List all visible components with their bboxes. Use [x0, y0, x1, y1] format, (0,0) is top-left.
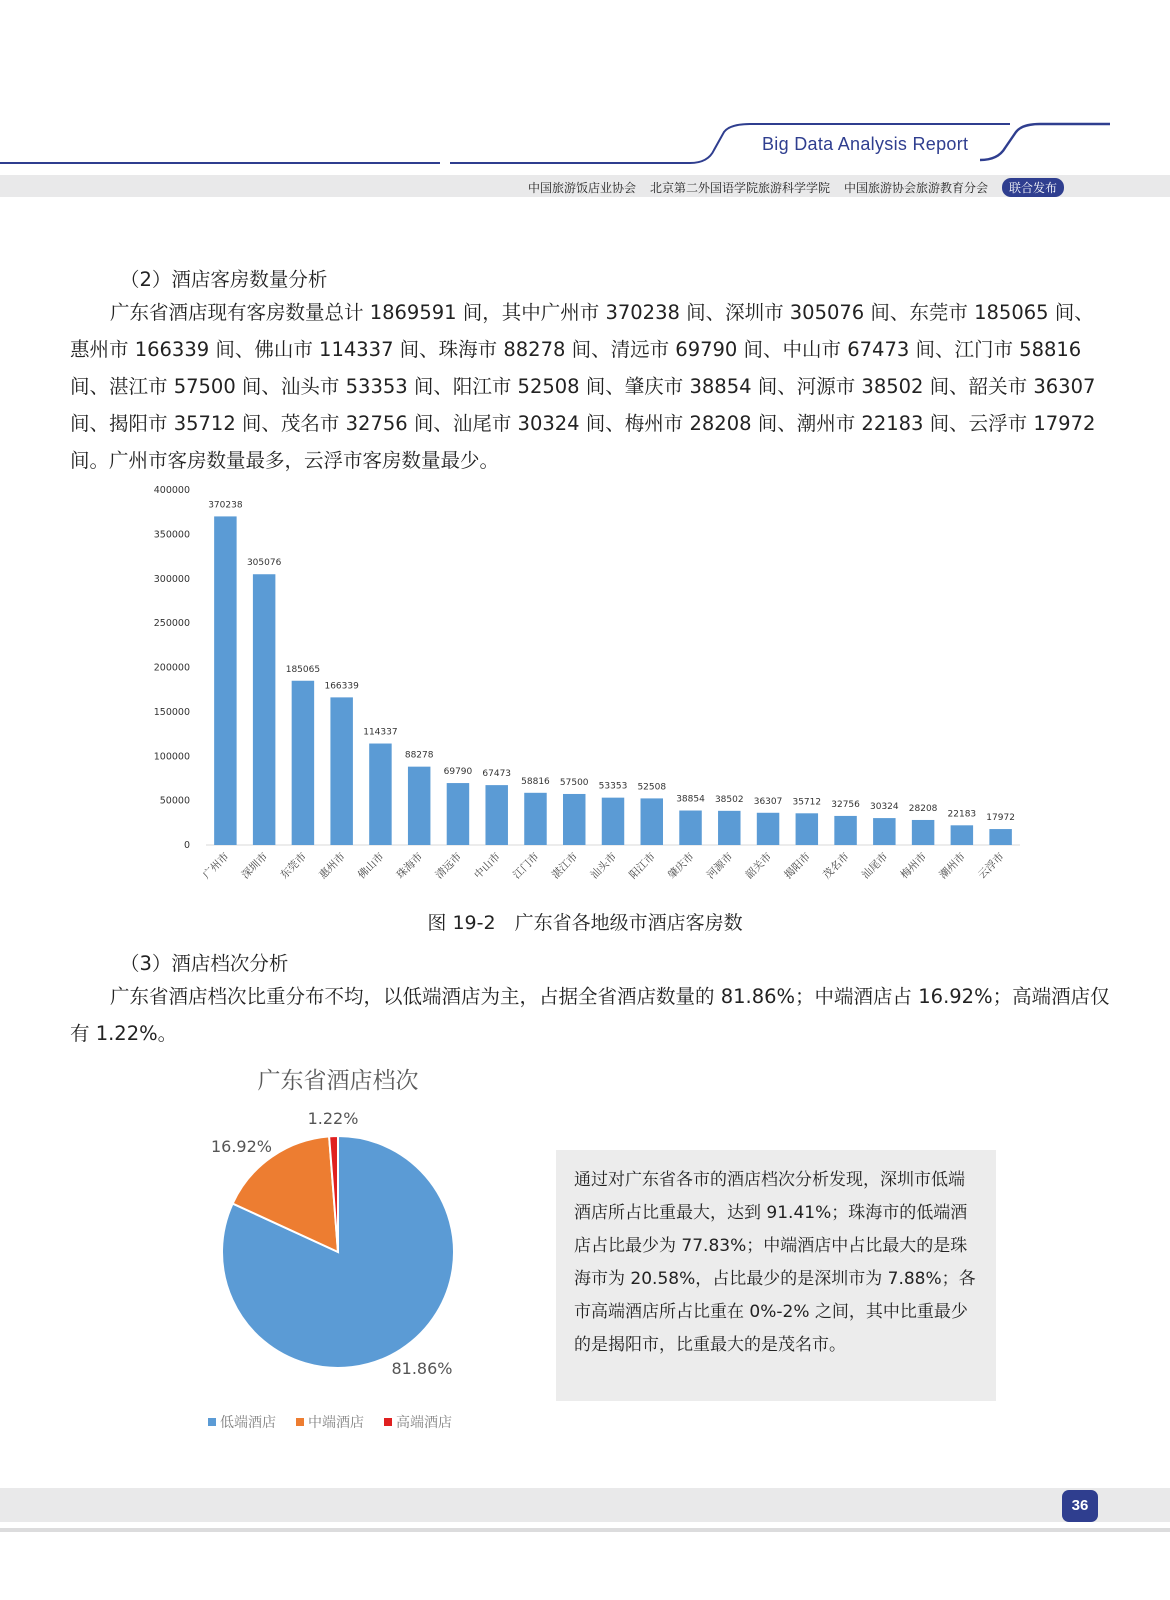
x-tick-label-2: 东莞市	[278, 850, 310, 882]
x-tick-label-13: 河源市	[704, 850, 736, 882]
legend-label-0: 低端酒店	[220, 1415, 276, 1431]
y-tick-label-3: 150000	[153, 706, 190, 718]
joint-release-badge: 联合发布	[1002, 178, 1064, 197]
bar-东莞市	[292, 681, 314, 845]
bar-中山市	[485, 785, 507, 845]
bar-汕头市	[602, 798, 624, 845]
bar-value-label-1: 305076	[246, 558, 282, 569]
bar-value-label-20: 17972	[986, 813, 1015, 824]
pie-value-label-2: 1.22%	[307, 1109, 359, 1128]
bar-value-label-4: 114337	[363, 727, 398, 738]
bar-惠州市	[330, 697, 352, 845]
bar-value-label-11: 52508	[637, 782, 667, 793]
x-tick-label-12: 肇庆市	[665, 850, 697, 882]
bar-云浮市	[989, 829, 1011, 845]
x-tick-label-15: 揭阳市	[782, 850, 813, 882]
bar-潮州市	[951, 825, 973, 845]
x-tick-label-8: 江门市	[510, 850, 542, 882]
x-tick-label-5: 珠海市	[394, 850, 426, 882]
figure-caption: 图 19-2 广东省各地级市酒店客房数	[427, 912, 743, 934]
bar-value-label-18: 28208	[908, 803, 938, 814]
bar-value-label-5: 88278	[404, 750, 434, 761]
bar-chart	[140, 480, 1040, 900]
x-tick-label-20: 云浮市	[975, 850, 1007, 882]
bar-value-label-15: 35712	[792, 797, 822, 808]
bar-value-label-16: 32756	[831, 799, 860, 810]
bar-阳江市	[641, 798, 663, 845]
x-tick-label-4: 佛山市	[355, 850, 387, 882]
y-tick-label-2: 100000	[153, 751, 190, 763]
bar-梅州市	[912, 820, 934, 845]
x-tick-label-0: 广州市	[200, 850, 232, 882]
x-tick-label-19: 潮州市	[937, 850, 968, 882]
bar-value-label-9: 57500	[559, 777, 589, 788]
bar-value-label-6: 69790	[443, 767, 473, 778]
bar-河源市	[718, 811, 740, 845]
section3-paragraph: 广东省酒店档次比重分布不均，以低端酒店为主，占据全省酒店数量的 81.86%；中端酒店占 16.92%；高端酒店仅有 1.22%。	[70, 985, 1110, 1045]
x-tick-label-14: 韶关市	[743, 850, 775, 882]
bar-江门市	[524, 793, 546, 845]
org-3: 中国旅游协会旅游教育分会	[843, 181, 988, 195]
bar-value-label-14: 36307	[753, 796, 783, 807]
footer-rule	[0, 1528, 1170, 1532]
y-tick-label-7: 350000	[153, 529, 190, 541]
footer-band	[0, 1488, 1170, 1522]
bar-湛江市	[563, 794, 585, 845]
bar-珠海市	[408, 767, 430, 845]
x-tick-label-10: 汕头市	[588, 850, 620, 882]
legend-swatch-1	[296, 1418, 304, 1426]
bar-深圳市	[253, 574, 275, 845]
bar-value-label-12: 38854	[676, 794, 705, 805]
bar-value-label-3: 166339	[324, 681, 359, 692]
bar-value-label-2: 185065	[285, 664, 321, 675]
analysis-note-box: 通过对广东省各市的酒店档次分析发现，深圳市低端酒店所占比重最大，达到 91.41%；珠海市的低端酒店占比最少为 77.83%；中端酒店中占比最大的是珠海市为 20.58%，占比最少的是深圳市为 7.88%；各市高端酒店所占比重在 0%-2% 之间，其中比重最少的是揭阳市，比重最大的是茂名市。	[556, 1150, 996, 1401]
bar-value-label-13: 38502	[714, 794, 744, 805]
section2-paragraph: 广东省酒店现有客房数量总计 1869591 间，其中广州市 370238 间、深圳市 305076 间、东莞市 185065 间、惠州市 166339 间、佛山市 114337 间、珠海市 88278 间、清远市 69790 间、中山市 67473 间、江门市 58816 间、湛江市 57500 间、汕头市 53353 间、阳江市 52508 间、肇庆市 38854 间、河源市 38502 间、韶关市 36307 间、揭阳市 35712 间、茂名市 32756 间、汕尾市 30324 间、梅州市 28208 间、潮州市 22183 间、云浮市 17972 间。广州市客房数量最多，云浮市客房数量最少。	[70, 301, 1096, 472]
x-tick-label-18: 梅州市	[898, 850, 930, 882]
bar-汕尾市	[873, 818, 895, 845]
bar-value-label-0: 370238	[208, 500, 243, 511]
section2-heading: （2）酒店客房数量分析	[120, 268, 328, 291]
bar-肇庆市	[679, 811, 701, 845]
legend-label-2: 高端酒店	[396, 1415, 452, 1431]
x-tick-label-7: 中山市	[472, 850, 503, 882]
x-tick-label-1: 深圳市	[239, 850, 271, 882]
organizations-line	[528, 178, 1064, 197]
x-tick-label-11: 阳江市	[627, 850, 658, 882]
legend-swatch-0	[208, 1418, 216, 1426]
pie-chart	[190, 1060, 530, 1460]
x-tick-label-3: 惠州市	[317, 850, 348, 882]
y-tick-label-8: 400000	[153, 485, 190, 496]
bar-广州市	[214, 516, 236, 845]
y-tick-label-5: 250000	[153, 618, 190, 630]
y-tick-label-6: 300000	[153, 573, 190, 585]
bar-揭阳市	[796, 813, 818, 845]
page-number: 36	[1062, 1490, 1098, 1522]
bar-value-label-7: 67473	[482, 769, 512, 780]
y-tick-label-4: 200000	[153, 662, 190, 674]
bar-value-label-8: 58816	[521, 776, 550, 787]
bar-茂名市	[834, 816, 856, 845]
org-2: 北京第二外国语学院旅游科学学院	[649, 181, 830, 195]
x-tick-label-17: 汕尾市	[859, 850, 891, 882]
y-tick-label-0: 0	[183, 840, 190, 851]
bar-value-label-17: 30324	[870, 802, 899, 813]
pie-value-label-1: 16.92%	[210, 1137, 272, 1156]
x-tick-label-16: 茂名市	[820, 850, 852, 882]
bar-韶关市	[757, 813, 779, 845]
header-rule-left	[0, 162, 440, 164]
x-tick-label-9: 湛江市	[549, 850, 581, 882]
pie-title: 广东省酒店档次	[257, 1068, 419, 1094]
pie-value-label-0: 81.86%	[391, 1359, 453, 1378]
legend-label-1: 中端酒店	[308, 1415, 364, 1431]
bar-清远市	[447, 783, 469, 845]
report-title: Big Data Analysis Report	[762, 134, 969, 154]
bar-佛山市	[369, 744, 391, 845]
section3-heading: （3）酒店档次分析	[120, 952, 289, 975]
bar-value-label-19: 22183	[947, 809, 977, 820]
y-tick-label-1: 50000	[159, 795, 190, 807]
legend-swatch-2	[384, 1418, 392, 1426]
org-1: 中国旅游饭店业协会	[527, 181, 636, 195]
x-tick-label-6: 清远市	[433, 850, 465, 882]
bar-value-label-10: 53353	[598, 781, 628, 792]
